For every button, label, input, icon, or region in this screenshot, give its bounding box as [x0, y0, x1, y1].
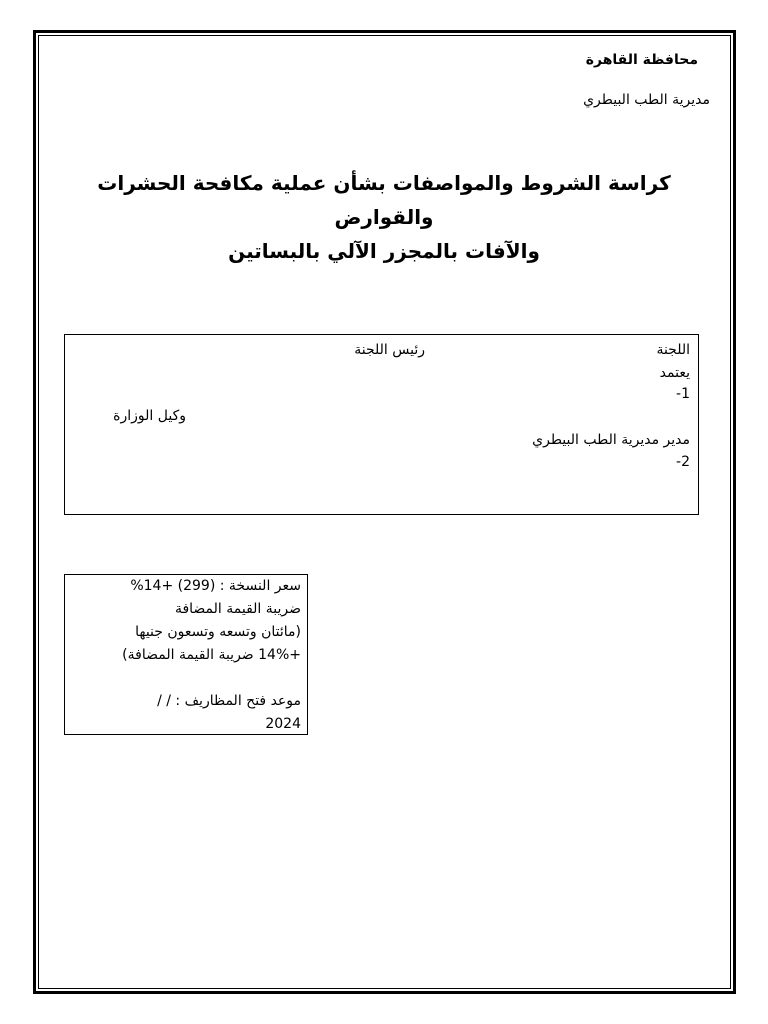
signatory-number-1: -1 [676, 386, 690, 402]
deputy-minister-label: وكيل الوزارة [113, 408, 186, 424]
committee-label: اللجنة [656, 342, 690, 358]
document-title [60, 166, 708, 268]
director-label: مدير مديرية الطب البيطري [532, 432, 690, 448]
committee-chair-label: رئيس اللجنة [354, 342, 425, 358]
price-line-2: ضريبة القيمة المضافة [174, 601, 301, 617]
approve-label: يعتمد [659, 365, 690, 381]
price-line-1: سعر النسخة : (299) +14% [130, 578, 301, 594]
price-line-4: +14% ضريبة القيمة المضافة) [122, 647, 301, 663]
price-spacer [71, 667, 301, 690]
opening-date-label: موعد فتح المظاريف : / / [157, 693, 301, 709]
directorate-label: مديرية الطب البيطري [583, 92, 710, 108]
committee-box [64, 334, 699, 515]
price-line-3: (مائتان وتسعه وتسعون جنيها [135, 624, 301, 640]
document-title-line-1: كراسة الشروط والمواصفات بشأن عملية مكافحة الحشرات والقوارض [97, 171, 671, 229]
document-title-line-2: والآفات بالمجزر الآلي بالبساتين [228, 239, 540, 263]
signatory-number-2: -2 [676, 454, 690, 470]
governorate-label: محافظة القاهرة [585, 52, 698, 68]
pricing-box [64, 574, 308, 735]
opening-year: 2024 [265, 716, 301, 732]
